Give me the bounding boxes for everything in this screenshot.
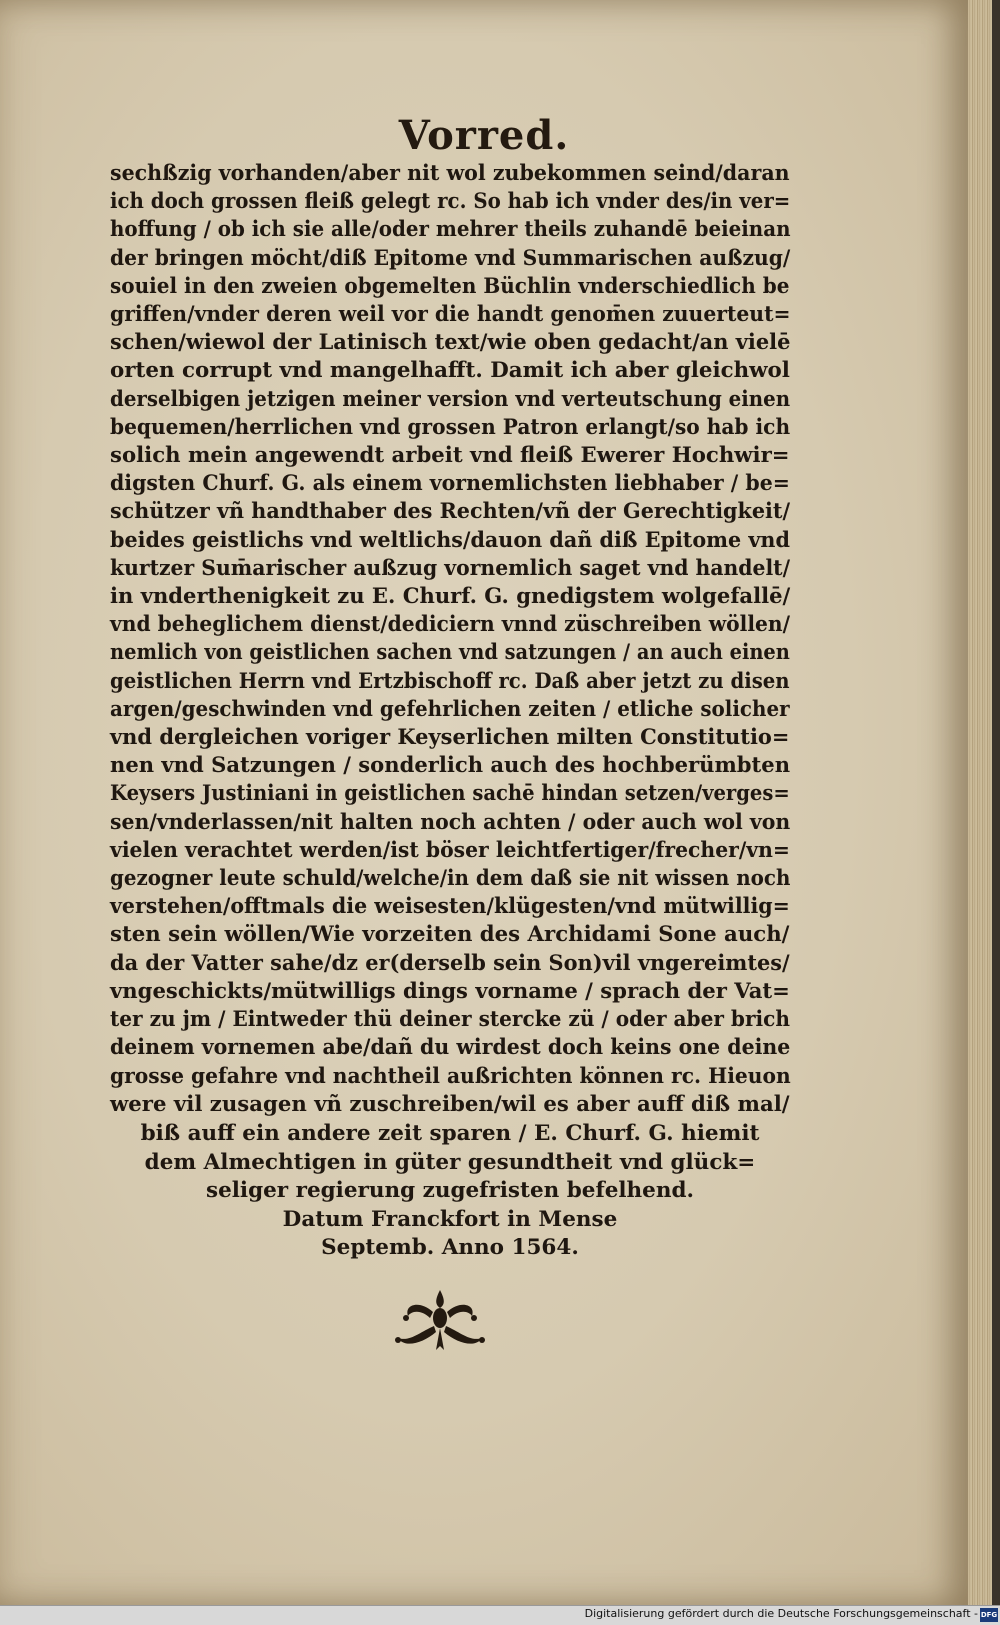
text-line: vngeschickts/mütwilligs dings vorname / sprach der Vat=: [110, 978, 790, 1004]
body-text: [110, 160, 790, 1119]
closing-line: seliger regierung zugefristen befelhend.: [205, 1178, 695, 1203]
closing-line: biß auff ein andere zeit sparen / E. Churf. G. hiemit: [140, 1121, 760, 1146]
closing-line: dem Almechtigen in güter gesundtheit vnd glück=: [144, 1149, 756, 1175]
text-line: ter zu jm / Eintweder thü deiner stercke zü / oder aber brich: [110, 1007, 790, 1033]
text-line: argen/geschwinden vnd gefehrlichen zeiten / etliche solicher: [110, 696, 790, 722]
text-line: in vnderthenigkeit zu E. Churf. G. gnedigstem wolgefallē/: [110, 584, 791, 610]
text-line: bequemen/herrlichen vnd grossen Patron erlangt/so hab ich: [110, 414, 791, 440]
text-line: were vil zusagen vñ zuschreiben/wil es aber auff diß mal/: [110, 1091, 790, 1117]
text-line: vielen verachtet werden/ist böser leichtfertiger/frecher/vn=: [110, 837, 790, 863]
text-line: geistlichen Herrn vnd Ertzbischoff rc. Daß aber jetzt zu disen: [110, 668, 790, 694]
text-line: derselbigen jetzigen meiner version vnd verteutschung einen: [110, 386, 791, 412]
page-edges: [968, 0, 1000, 1606]
footer-credit: Digitalisierung gefördert durch die Deutsche Forschungsgemeinschaft -: [584, 1607, 978, 1620]
text-line: der bringen möcht/diß Epitome vnd Summarischen außzug/: [110, 245, 791, 271]
text-line: sten sein wöllen/Wie vorzeiten des Archidami Sone auch/: [110, 922, 790, 948]
text-line: verstehen/offtmals die weisesten/klügesten/vnd mütwillig=: [110, 894, 790, 920]
text-line: solich mein angewendt arbeit vnd fleiß Ewerer Hochwir=: [110, 443, 790, 469]
closing-line: Datum Franckfort in Mense: [282, 1206, 618, 1232]
text-line: beides geistlichs vnd weltlichs/dauon dañ diß Epitome vnd: [110, 527, 790, 553]
text-line: orten corrupt vnd mangelhafft. Damit ich aber gleichwol: [110, 358, 790, 384]
page-header: Vorred.: [398, 112, 570, 159]
text-line: sen/vnderlassen/nit halten noch achten / oder auch wol von: [110, 809, 791, 835]
closing-line: Septemb. Anno 1564.: [321, 1235, 579, 1260]
text-line: ich doch grossen fleiß gelegt rc. So hab ich vnder des/in ver=: [110, 189, 791, 215]
text-line: da der Vatter sahe/dz er(derselb sein Son)vil vngereimtes/: [110, 950, 790, 976]
text-line: Keysers Justiniani in geistlichen sachē hindan setzen/verges=: [110, 781, 790, 807]
text-line: griffen/vnder deren weil vor die handt genom̄en zuuerteut=: [110, 302, 791, 328]
text-line: nemlich von geistlichen sachen vnd satzungen / an auch einen: [110, 640, 790, 666]
text-line: kurtzer Sum̄arischer außzug vornemlich saget vnd handelt/: [110, 555, 791, 581]
text-line: schen/wiewol der Latinisch text/wie oben gedacht/an vielē: [110, 330, 791, 356]
text-line: vnd beheglichem dienst/dediciern vnnd züschreiben wöllen/: [110, 612, 791, 638]
fleuron-ornament-icon: [390, 1280, 490, 1360]
text-line: schützer vñ handthaber des Rechten/vñ der Gerechtigkeit/: [110, 499, 791, 525]
text-line: digsten Churf. G. als einem vornemlichsten liebhaber / be=: [110, 471, 790, 497]
footer-bar: [0, 1605, 1000, 1625]
text-line: sechßzig vorhanden/aber nit wol zubekommen seind/daran: [110, 161, 790, 186]
text-line: deinem vornemen abe/dañ du wirdest doch keins one deine: [110, 1035, 791, 1061]
text-line: gezogner leute schuld/welche/in dem daß sie nit wissen noch: [110, 866, 791, 892]
text-line: souiel in den zweien obgemelten Büchlin vnderschiedlich be: [110, 273, 790, 299]
dfg-logo: DFG: [980, 1608, 998, 1622]
text-line: nen vnd Satzungen / sonderlich auch des hochberümbten: [110, 753, 791, 779]
text-line: vnd dergleichen voriger Keyserlichen milten Constitutio=: [110, 725, 790, 751]
text-line: hoffung / ob ich sie alle/oder mehrer theils zuhandē beieinan: [110, 217, 791, 243]
text-line: grosse gefahre vnd nachtheil außrichten können rc. Hieuon: [110, 1063, 791, 1089]
closing-block: [110, 1120, 790, 1263]
